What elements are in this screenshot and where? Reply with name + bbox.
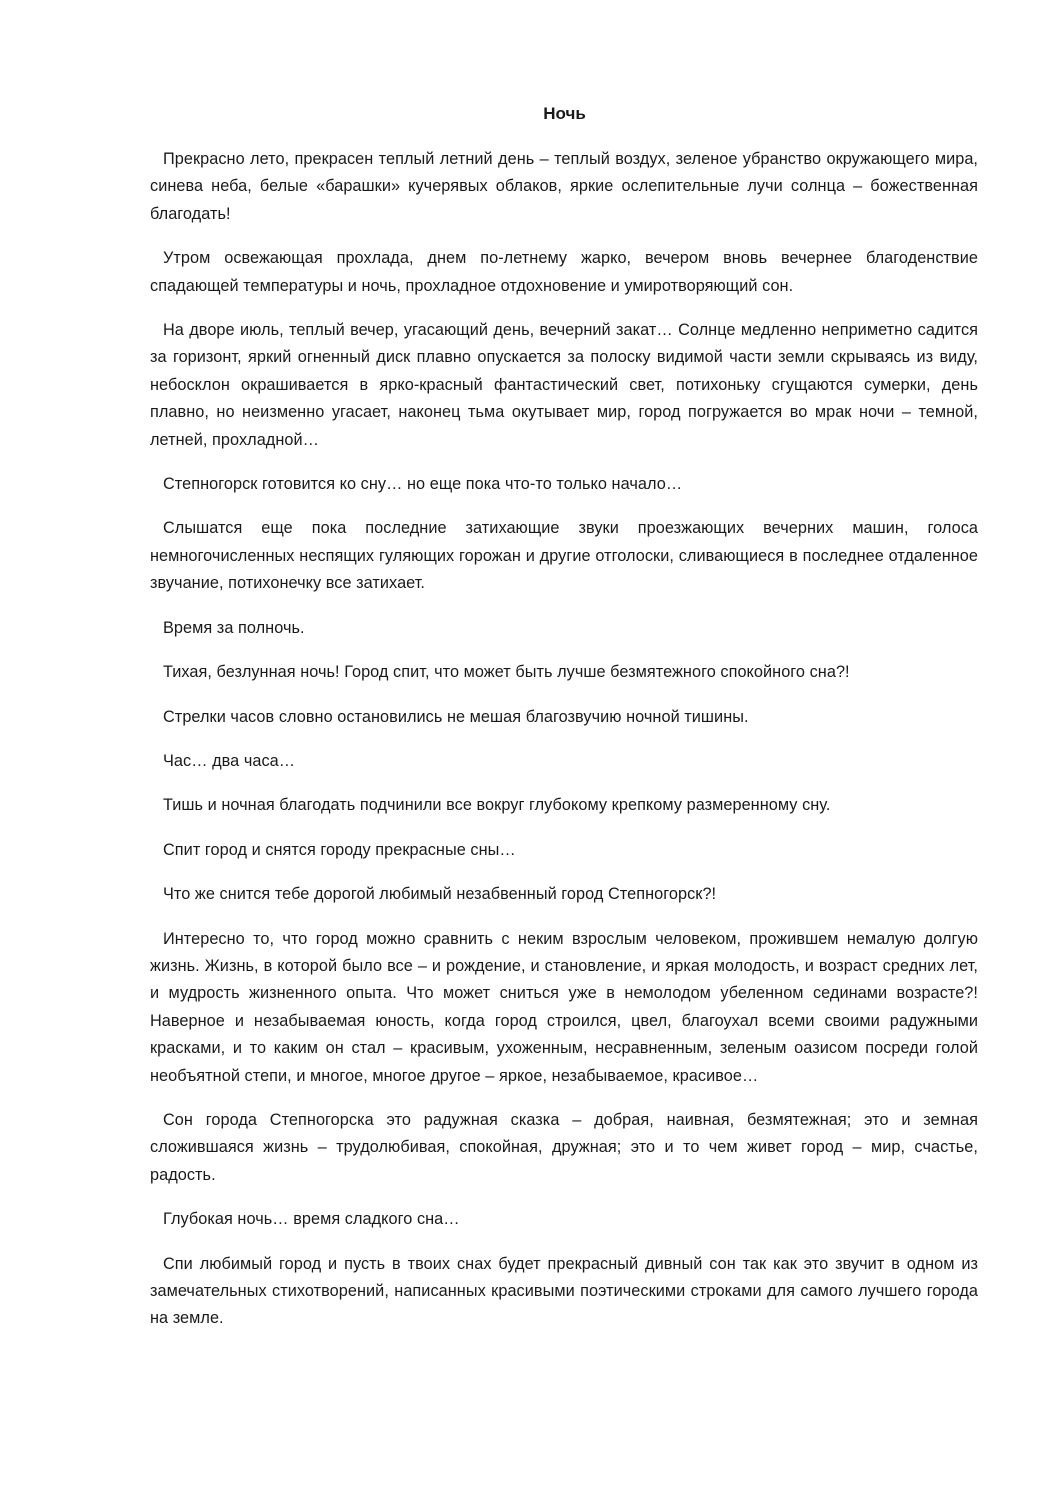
paragraph: Тишь и ночная благодать подчинили все вокруг глубокому крепкому размеренному сну. [163,796,831,815]
paragraph: Слышатся еще пока последние затихающие звуки проезжающих вечерних машин, голоса немногочисленных неспящих гуляющих горожан и другие отголоски, сливающиеся в последнее отдаленное звучание, потихонечку все затихает. [150,519,978,593]
paragraph: Интересно то, что город можно сравнить с неким взрослым человеком, прожившем немалую долгую жизнь. Жизнь, в которой было все – и рождение, и становление, и яркая молодость, и возраст средних лет, и мудрость жизненного опыта. Что может сниться уже в немолодом убеленном сединами возрасте?! Наверное и незабываемая юность, когда город строился, цвел, благоухал всеми своими радужными красками, и то каким он стал – красивым, ухоженным, несравненным, зеленым оазисом посреди голой необъятной степи, и многое, многое другое – яркое, незабываемое, красивое… [150,929,978,1085]
paragraph: Спи любимый город и пусть в твоих снах будет прекрасный дивный сон так как это звучит в одном из замечательных стихотворений, написанных красивыми поэтическими строками для самого лучшего города на земле. [150,1254,978,1328]
paragraph: Прекрасно лето, прекрасен теплый летний день – теплый воздух, зеленое убранство окружающего мира, синева неба, белые «барашки» кучерявых облаков, яркие ослепительные лучи солнца – божественная благодать! [150,150,978,223]
paragraph: Час… два часа… [163,751,296,770]
paragraph: Степногорск готовится ко сну… но еще пока что-то только начало… [163,475,683,494]
paragraph: Тихая, безлунная ночь! Город спит, что может быть лучше безмятежного спокойного сна?! [163,663,850,682]
paragraph: Время за полночь. [163,618,305,637]
paragraph: Глубокая ночь… время сладкого сна… [163,1210,460,1229]
document-title: Ночь [543,104,586,123]
paragraph: Спит город и снятся городу прекрасные сны… [163,840,516,859]
document-body [150,146,978,1350]
paragraph: Что же снится тебе дорогой любимый незабвенный город Степногорск?! [163,885,717,904]
paragraph: Сон города Степногорска это радужная сказка – добрая, наивная, безмятежная; это и земная сложившаяся жизнь – трудолюбивая, спокойная, дружная; это и то чем живет город – мир, счастье, радость. [150,1110,978,1184]
paragraph: Утром освежающая прохлада, днем по-летнему жарко, вечером вновь вечернее благоденствие спадающей температуры и ночь, прохладное отдохновение и умиротворяющий сон. [150,249,978,295]
paragraph: Стрелки часов словно остановились не мешая благозвучию ночной тишины. [163,707,749,726]
paragraph: На дворе июль, теплый вечер, угасающий день, вечерний закат… Солнце медленно неприметно садится за горизонт, яркий огненный диск плавно опускается за полоску видимой части земли скрываясь из виду, небосклон окрашивается в ярко-красный фантастический свет, потихоньку сгущаются сумерки, день плавно, но неизменно угасает, наконец тьма окутывает мир, город погружается во мрак ночи – темной, летней, прохладной… [150,321,978,449]
